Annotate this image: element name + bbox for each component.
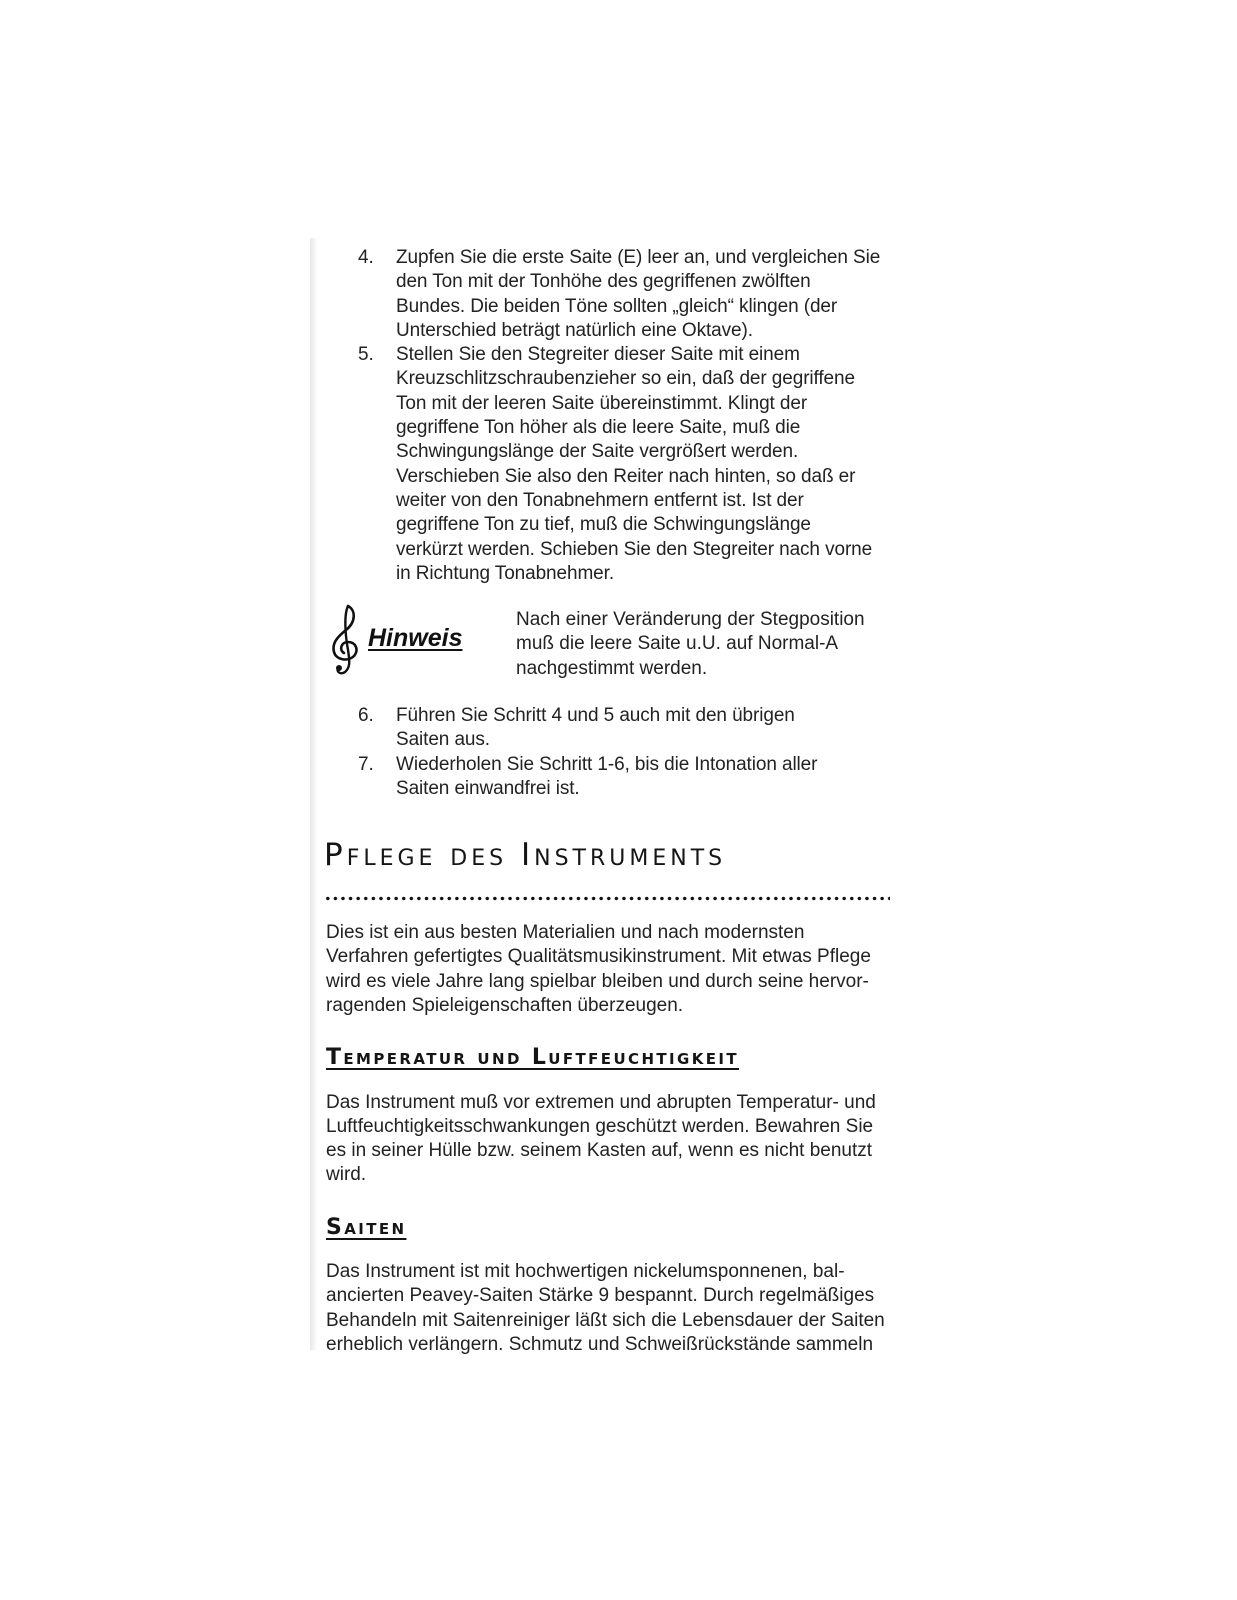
step-text: Zupfen Sie die erste Saite (E) leer an, und vergleichen Sie den Ton mit der Tonhöhe des gegriffenen zwölften Bundes. Die beiden Töne sollten „gleich“ klingen (der Unterschied beträgt natürlich eine Oktave). — [396, 247, 881, 341]
section-title: Pflege des Instruments — [324, 837, 727, 874]
step-number: 5. — [358, 344, 374, 366]
page-binding-edge — [310, 238, 318, 1350]
treble-clef-icon — [328, 604, 364, 676]
subheading-temperature: Temperatur und Luftfeuchtigkeit — [326, 1045, 740, 1071]
steps-list-bottom — [320, 704, 910, 801]
steps-list-top — [320, 246, 910, 586]
step-text: Führen Sie Schritt 4 und 5 auch mit den übrigen Saiten aus. — [396, 705, 795, 751]
step-number: 4. — [358, 247, 374, 268]
step-number: 6. — [358, 705, 374, 727]
hint-box — [320, 604, 910, 696]
list-item — [320, 246, 910, 343]
page-content — [320, 246, 910, 1357]
hint-label: Hinweis — [368, 624, 463, 653]
subheading-strings: Saiten — [326, 1214, 407, 1240]
hint-text: Nach einer Veränderung der Stegposition muß die leere Saite u.U. auf Normal-A nachgestimmt werden. — [516, 609, 865, 679]
list-item — [320, 343, 910, 586]
step-text: Wiederholen Sie Schritt 1-6, bis die Intonation aller Saiten einwandfrei ist. — [396, 753, 818, 800]
dotted-divider — [324, 896, 890, 901]
strings-text: Das Instrument ist mit hochwertigen nickelumsponnenen, bal- ancierten Peavey-Saiten Stärke 9 bespannt. Durch regelmäßiges Behandeln mit Saitenreiniger läßt sich die Lebensdauer der Saiten erheblich verlängern. Schmutz und Schweißrückstände sammeln — [326, 1260, 885, 1355]
step-text: Stellen Sie den Stegreiter dieser Saite mit einem Kreuzschlitzschraubenzieher so ein, daß der gegriffene Ton mit der leeren Saite übereinstimmt. Klingt der gegriffene Ton höher als die leere Saite, muß die Schwingungslänge der Saite vergrößert werden. Verschieben Sie also den Reiter nach hinten, so daß er weiter von den Tonabnehmern entfernt ist. Ist der gegriffene Ton zu tief, muß die Schwingungslänge verkürzt werden. Schieben Sie den Stegreiter nach vorne in Richtung Tonabnehmer. — [396, 344, 873, 584]
list-item — [320, 753, 910, 802]
section-intro: Dies ist ein aus besten Materialien und nach modernsten Verfahren gefertigtes Qualitätsmusikinstrument. Mit etwas Pflege wird es viele Jahre lang spielbar bleiben und durch seine hervor- ragenden Spieleigenschaften überzeugen. — [326, 922, 871, 1016]
temperature-text: Das Instrument muß vor extremen und abrupten Temperatur- und Luftfeuchtigkeitsschwankungen geschützt werden. Bewahren Sie es in seiner Hülle bzw. seinem Kasten auf, wenn es nicht benutzt wird. — [326, 1091, 876, 1186]
step-number: 7. — [358, 753, 374, 775]
list-item — [320, 704, 910, 753]
